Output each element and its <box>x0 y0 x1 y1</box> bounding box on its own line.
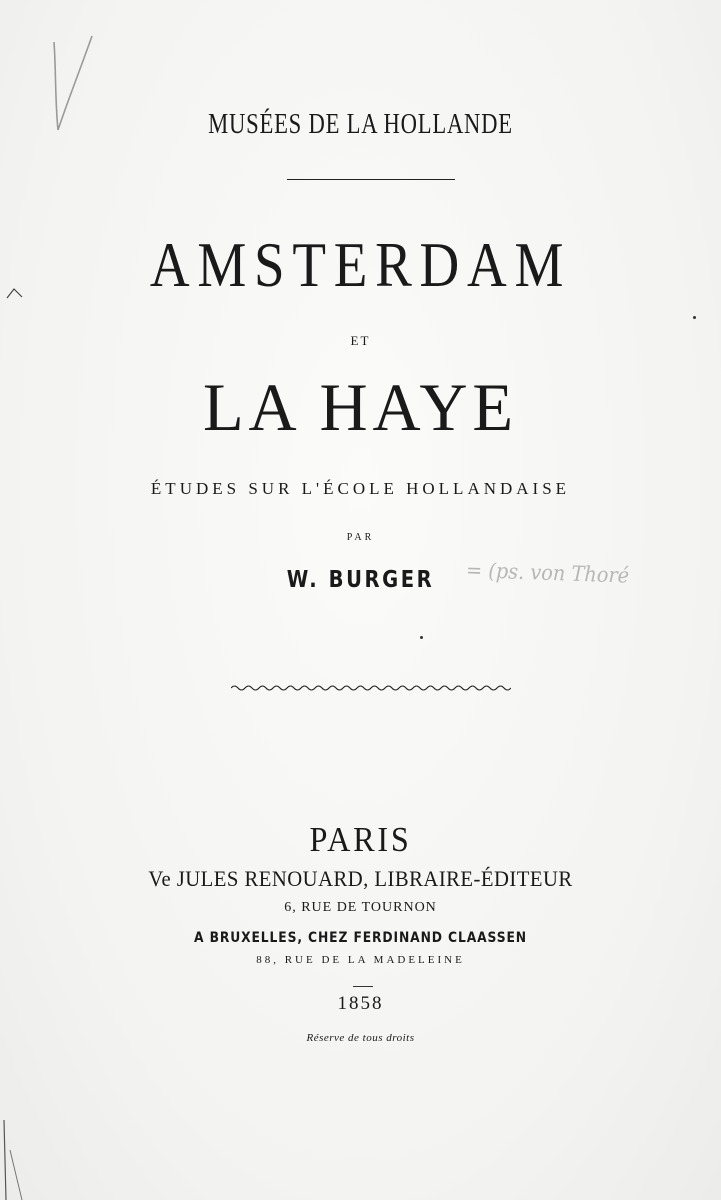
title-secondary: LA HAYE <box>202 369 519 445</box>
handwritten-note: = (ps. von Thoré <box>466 558 630 588</box>
ink-speck <box>693 316 696 319</box>
publication-city: PARIS <box>309 820 412 859</box>
title-primary: AMSTERDAM <box>149 229 572 300</box>
margin-tick-icon <box>4 286 24 300</box>
subtitle: ÉTUDES SUR L'ÉCOLE HOLLANDAISE <box>150 479 571 498</box>
wavy-rule-icon <box>231 682 511 694</box>
publisher-address: 6, RUE DE TOURNON <box>284 900 437 915</box>
co-publisher-address: 88, RUE DE LA MADELEINE <box>256 954 465 966</box>
series-heading: MUSÉES DE LA HOLLANDE <box>208 108 513 140</box>
conjunction: ET <box>350 333 371 348</box>
binding-edge-icon <box>0 1120 40 1200</box>
co-publisher: A BRUXELLES, CHEZ FERDINAND CLAASSEN <box>194 930 527 946</box>
handwritten-annotation <box>466 558 721 598</box>
ink-speck <box>420 636 423 639</box>
divider-rule <box>287 179 455 180</box>
publication-year: 1858 <box>337 993 384 1014</box>
author-name: W. BURGER <box>286 567 435 593</box>
by-label: PAR <box>346 532 375 543</box>
small-divider-rule <box>353 986 373 987</box>
publisher: Ve JULES RENOUARD, LIBRAIRE-ÉDITEUR <box>148 866 573 891</box>
rights-notice: Réserve de tous droits <box>306 1032 415 1044</box>
